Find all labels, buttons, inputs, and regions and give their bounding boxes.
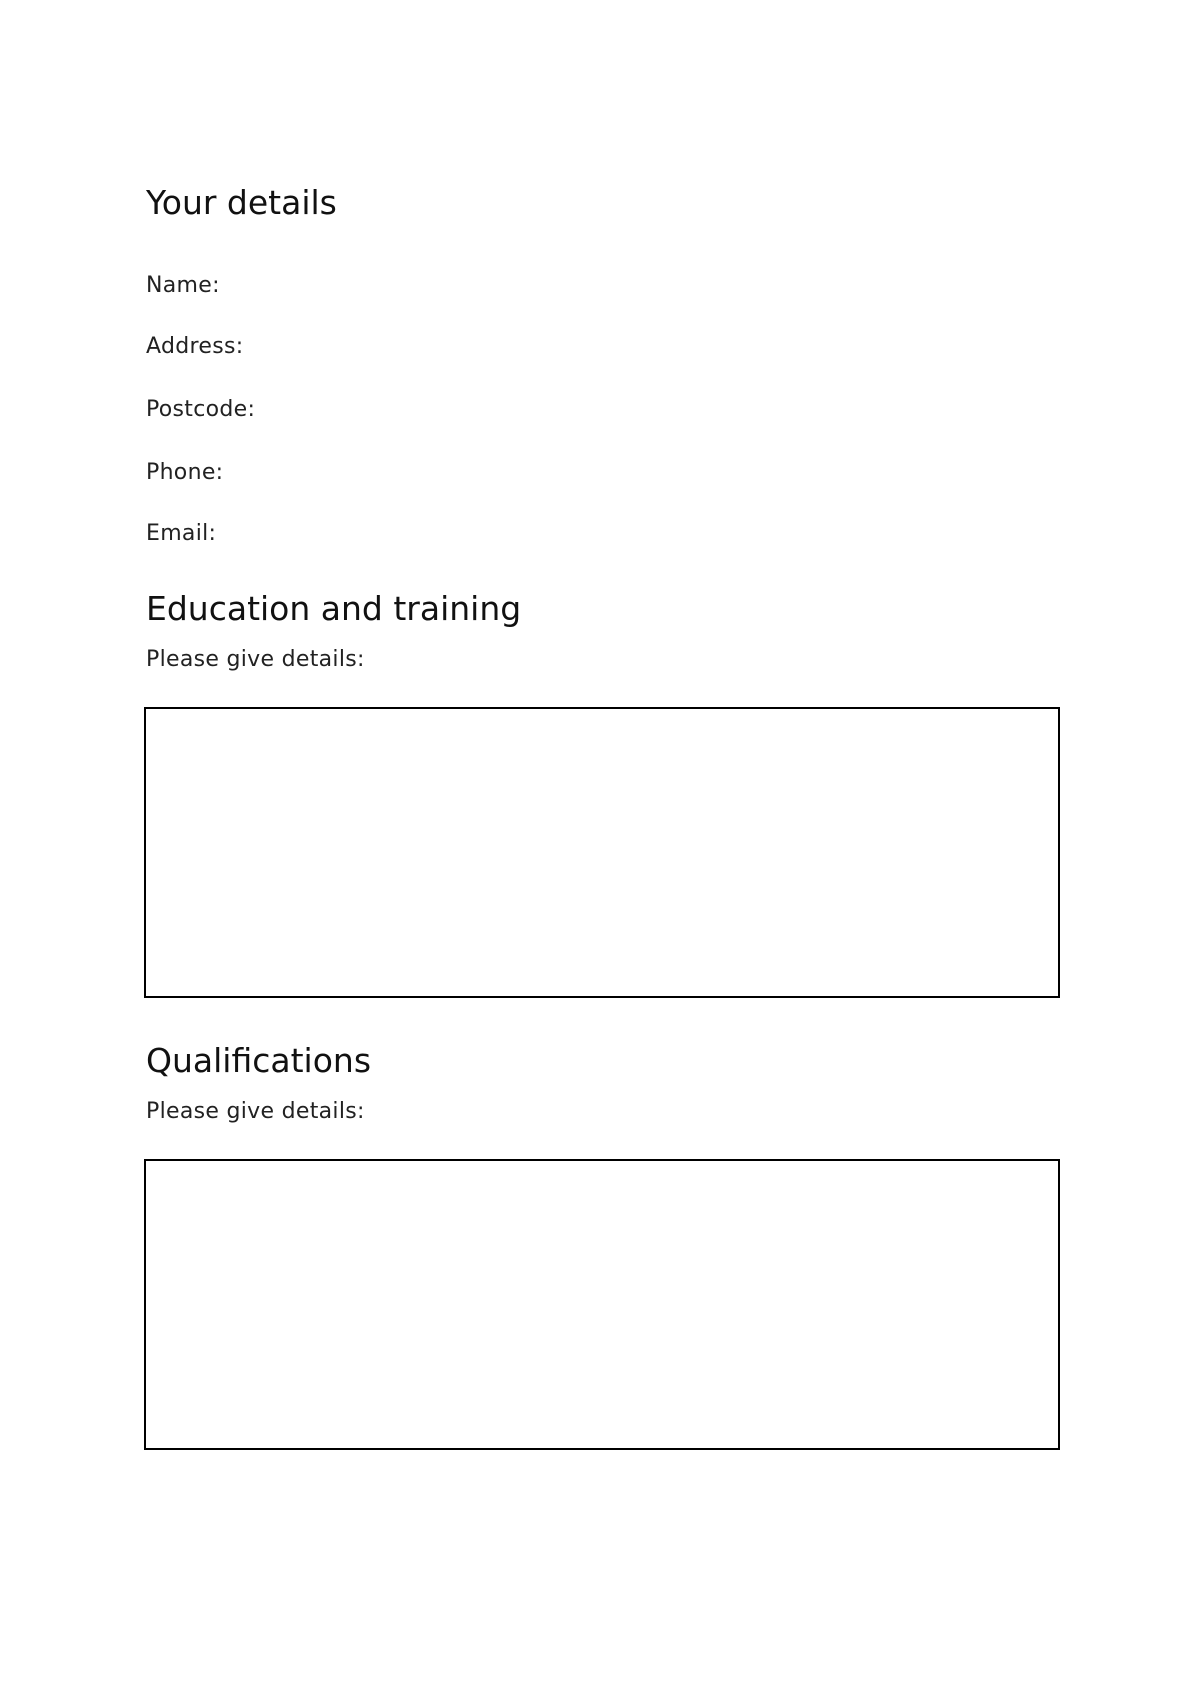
email-label: Email: [146, 521, 217, 546]
postcode-label: Postcode: [146, 397, 256, 422]
education-details-field[interactable] [144, 707, 1060, 998]
qualifications-prompt: Please give details: [146, 1099, 365, 1124]
phone-label: Phone: [146, 460, 224, 485]
your-details-heading: Your details [146, 183, 337, 222]
education-prompt: Please give details: [146, 647, 365, 672]
address-label: Address: [146, 334, 244, 359]
name-label: Name: [146, 273, 220, 298]
qualifications-details-field[interactable] [144, 1159, 1060, 1450]
education-heading: Education and training [146, 589, 522, 628]
qualifications-heading: Qualifications [146, 1041, 372, 1080]
